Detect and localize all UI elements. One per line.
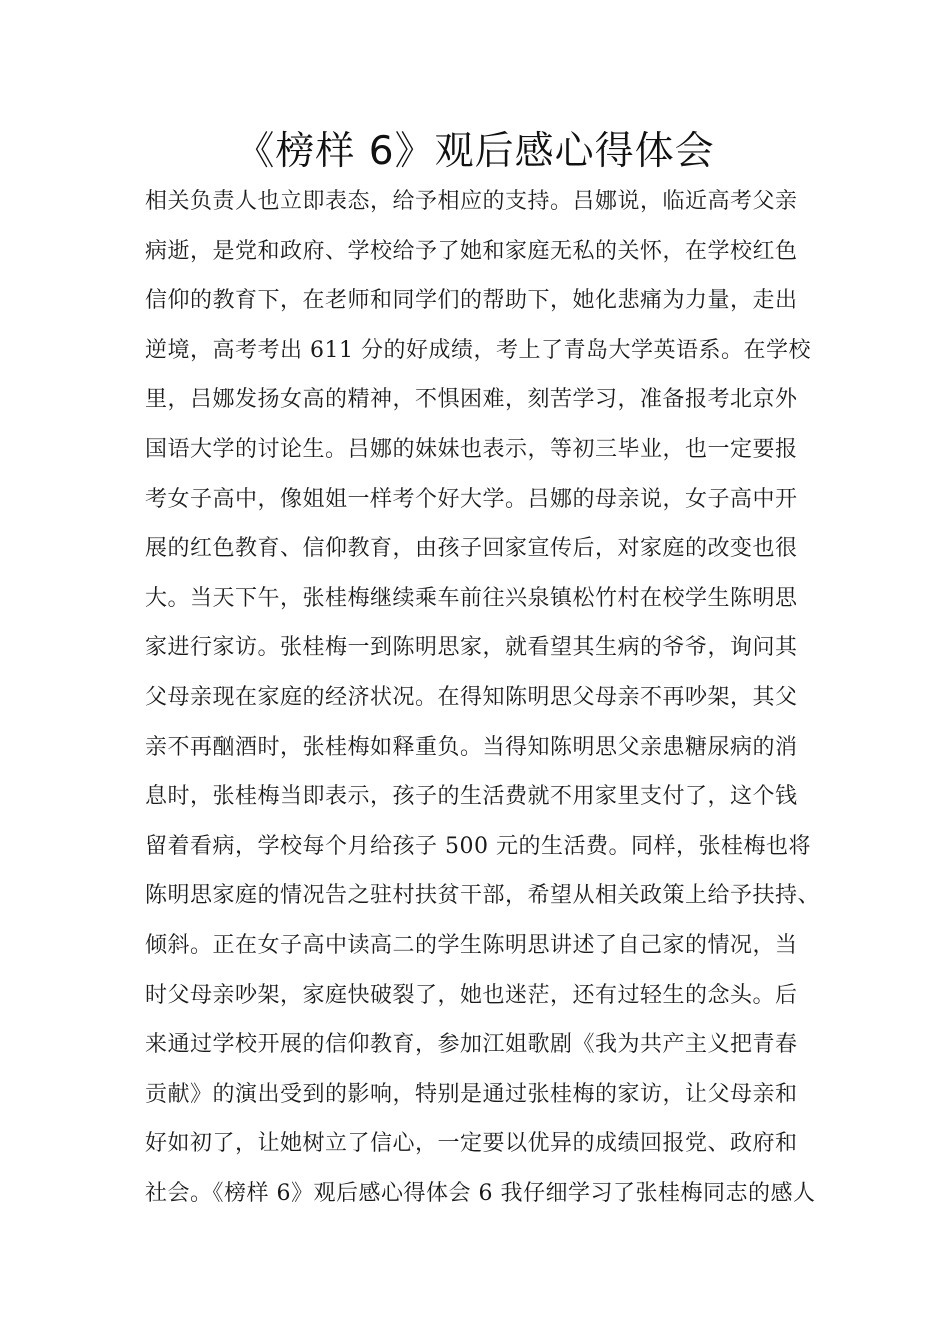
text-line: 息时，张桂梅当即表示，孩子的生活费就不用家里支付了，这个钱 (145, 784, 798, 810)
text-line: 考女子高中，像姐姐一样考个好大学。吕娜的母亲说，女子高中开 (145, 486, 798, 512)
text-line: 里，吕娜发扬女高的精神，不惧困难，刻苦学习，准备报考北京外 (145, 387, 798, 413)
text-line: 陈明思家庭的情况告之驻村扶贫干部，希望从相关政策上给予扶持、 (145, 883, 821, 909)
text-line: 相关负责人也立即表态，给予相应的支持。吕娜说，临近高考父亲 (145, 189, 798, 214)
text-line: 时父母亲吵架，家庭快破裂了，她也迷茫，还有过轻生的念头。后 (145, 982, 798, 1008)
text-line: 信仰的教育下，在老师和同学们的帮助下，她化悲痛为力量，走出 (145, 288, 798, 314)
text-line: 留着看病，学校每个月给孩子 500 元的生活费。同样，张桂梅也将 (145, 833, 811, 859)
text-line: 倾斜。正在女子高中读高二的学生陈明思讲述了自己家的情况，当 (145, 932, 798, 958)
text-line: 好如初了，让她树立了信心，一定要以优异的成绩回报党、政府和 (145, 1131, 798, 1157)
text-line: 来通过学校开展的信仰教育，参加江姐歌剧《我为共产主义把青春 (145, 1032, 798, 1058)
text-line: 逆境，高考考出 611 分的好成绩，考上了青岛大学英语系。在学校 (145, 337, 811, 363)
text-line: 展的红色教育、信仰教育，由孩子回家宣传后，对家庭的改变也很 (145, 536, 798, 562)
text-line: 家进行家访。张桂梅一到陈明思家，就看望其生病的爷爷，询问其 (145, 635, 798, 661)
text-line: 国语大学的讨论生。吕娜的妹妹也表示，等初三毕业，也一定要报 (145, 436, 798, 462)
body-text (145, 177, 835, 1218)
text-line: 社会。《榜样 6》观后感心得体会 6 我仔细学习了张桂梅同志的感人 (145, 1180, 816, 1206)
text-line: 贡献》的演出受到的影响，特别是通过张桂梅的家访，让父母亲和 (145, 1081, 798, 1107)
text-line: 大。当天下午，张桂梅继续乘车前往兴泉镇松竹村在校学生陈明思 (145, 585, 798, 611)
text-line: 亲不再酗酒时，张桂梅如释重负。当得知陈明思父亲患糖尿病的消 (145, 734, 798, 760)
document-title: 《榜样 6》观后感心得体会 (235, 129, 715, 174)
text-line: 病逝，是党和政府、学校给予了她和家庭无私的关怀，在学校红色 (145, 238, 798, 264)
text-line: 父母亲现在家庭的经济状况。在得知陈明思父母亲不再吵架，其父 (145, 684, 798, 710)
